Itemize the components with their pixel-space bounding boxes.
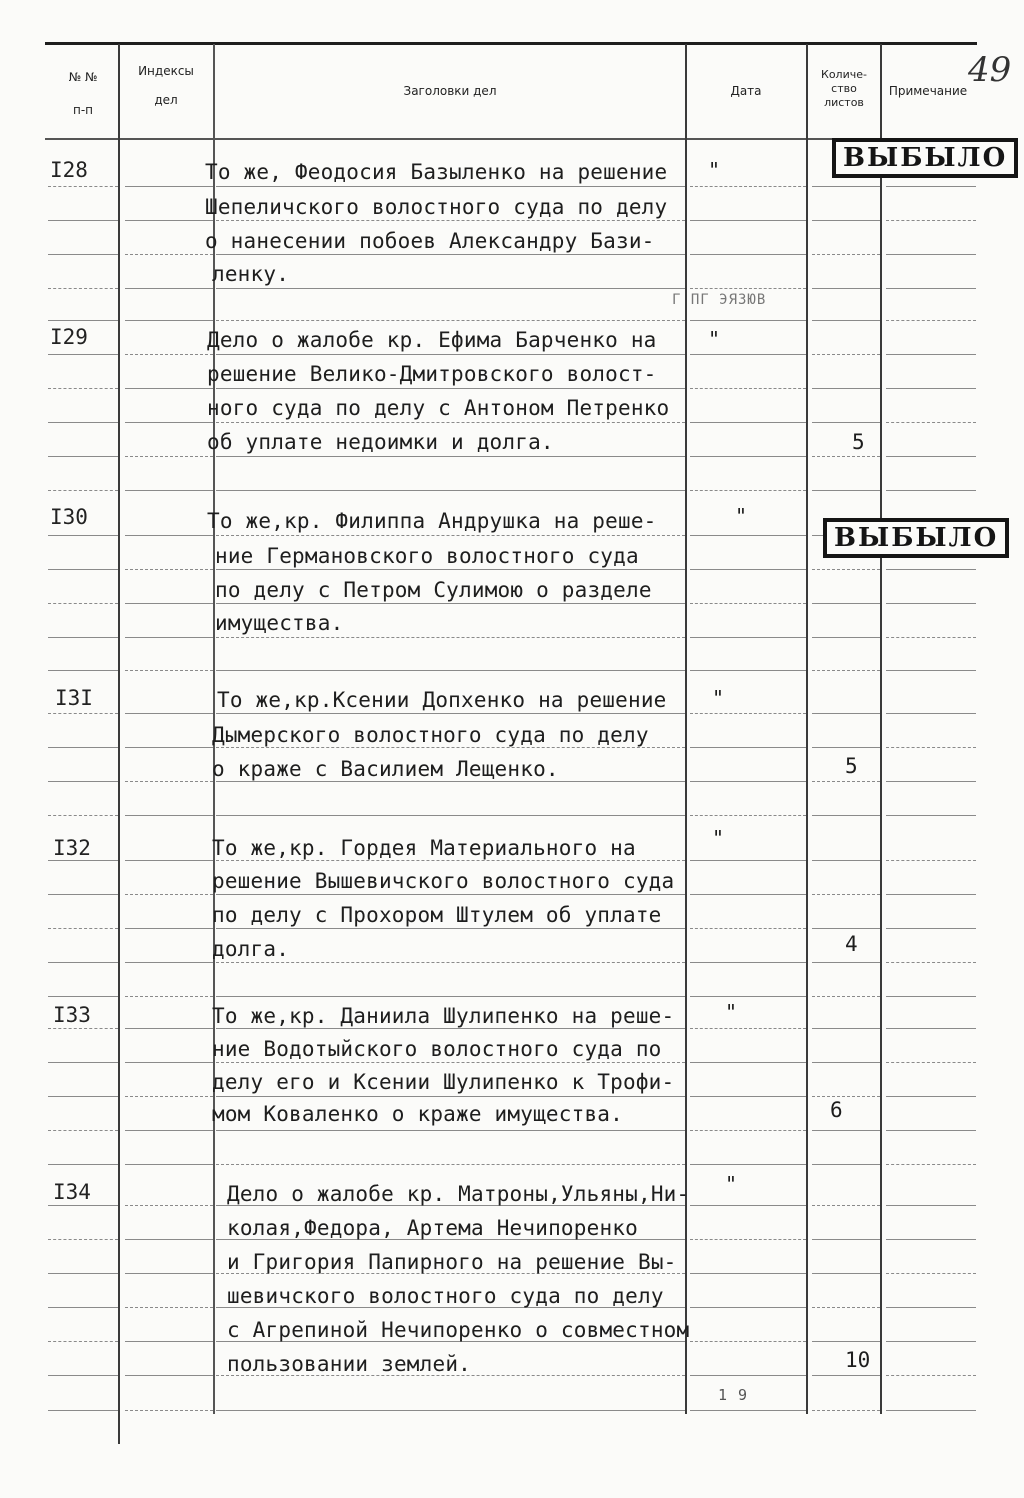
ruled-line: [812, 1096, 880, 1097]
ruled-line: [812, 288, 880, 289]
ruled-line: [216, 781, 685, 782]
ruled-line: [690, 1028, 806, 1029]
ruled-line: [690, 603, 806, 604]
ruled-line: [125, 1130, 213, 1131]
ruled-line: [690, 422, 806, 423]
ruled-line: [690, 670, 806, 671]
ruled-line: [48, 670, 118, 671]
ruled-line: [125, 1164, 213, 1165]
column-divider: [806, 44, 808, 1414]
header-count-line1: Количе-: [821, 68, 867, 81]
ruled-line: [812, 388, 880, 389]
entry-title-line: о краже с Василием Лещенко.: [212, 757, 559, 781]
ruled-line: [690, 220, 806, 221]
ruled-line: [216, 637, 685, 638]
ruled-line: [812, 747, 880, 748]
entry-sheet-count: 5: [852, 430, 865, 454]
ruled-line: [48, 1096, 118, 1097]
ruled-line: [886, 1096, 976, 1097]
ruled-line: [812, 1307, 880, 1308]
ruled-line: [48, 603, 118, 604]
ruled-line: [48, 1307, 118, 1308]
ruled-line: [812, 1375, 880, 1376]
ruled-line: [125, 713, 213, 714]
ruled-line: [812, 456, 880, 457]
ruled-line: [812, 1239, 880, 1240]
ruled-line: [216, 860, 685, 861]
ruled-line: [48, 254, 118, 255]
ruled-line: [48, 1341, 118, 1342]
ruled-line: [886, 388, 976, 389]
ruled-line: [690, 1164, 806, 1165]
ruled-line: [812, 1062, 880, 1063]
ruled-line: [125, 860, 213, 861]
ruled-line: [690, 928, 806, 929]
ruled-line: [48, 388, 118, 389]
ruled-line: [216, 320, 685, 321]
ruled-line: [125, 637, 213, 638]
ruled-line: [125, 603, 213, 604]
ruled-line: [812, 1273, 880, 1274]
ruled-line: [886, 1410, 976, 1411]
header-date: Дата: [730, 84, 762, 98]
ruled-line: [48, 569, 118, 570]
ruled-line: [216, 288, 685, 289]
ruled-line: [690, 781, 806, 782]
ruled-line: [690, 996, 806, 997]
ruled-line: [125, 422, 213, 423]
ruled-line: [812, 670, 880, 671]
ruled-line: [48, 781, 118, 782]
ruled-line: [812, 1028, 880, 1029]
ruled-line: [48, 1028, 118, 1029]
ruled-line: [812, 637, 880, 638]
ruled-line: [812, 569, 880, 570]
entry-date: ": [725, 1000, 738, 1024]
ruled-line: [216, 422, 685, 423]
ruled-line: [812, 962, 880, 963]
ruled-line: [48, 962, 118, 963]
page-number: 49: [968, 50, 1012, 90]
entry-title-line: ного суда по делу с Антоном Петренко: [207, 396, 670, 420]
ruled-line: [48, 1410, 118, 1411]
ruled-line: [886, 1205, 976, 1206]
entry-number: I32: [53, 836, 91, 860]
ruled-line: [690, 1062, 806, 1063]
ruled-line: [812, 928, 880, 929]
ruled-line: [690, 1410, 806, 1411]
entry-title-line: колая,Федора, Артема Нечипоренко: [227, 1216, 638, 1240]
ruled-line: [690, 1096, 806, 1097]
ruled-line: [886, 894, 976, 895]
ruled-line: [125, 569, 213, 570]
ruled-line: [812, 713, 880, 714]
ruled-line: [886, 186, 976, 187]
ruled-line: [690, 1341, 806, 1342]
ruled-line: [690, 1239, 806, 1240]
ruled-line: [216, 1164, 685, 1165]
ruled-line: [690, 288, 806, 289]
entry-number: I3I: [55, 686, 93, 710]
ruled-line: [48, 354, 118, 355]
ruled-line: [216, 456, 685, 457]
entry-title-line: долга.: [212, 937, 290, 961]
ruled-line: [886, 637, 976, 638]
ruled-line: [886, 220, 976, 221]
ruled-line: [125, 456, 213, 457]
ruled-line: [886, 1130, 976, 1131]
ruled-line: [886, 1239, 976, 1240]
ruled-line: [886, 781, 976, 782]
ruled-line: [216, 962, 685, 963]
ruled-line: [48, 747, 118, 748]
ruled-line: [125, 781, 213, 782]
ruled-line: [125, 670, 213, 671]
ruled-line: [690, 254, 806, 255]
ruled-line: [812, 1164, 880, 1165]
ruled-line: [216, 670, 685, 671]
ruled-line: [886, 288, 976, 289]
ruled-line: [690, 535, 806, 536]
ruled-line: [812, 781, 880, 782]
ruled-line: [886, 320, 976, 321]
ruled-line: [216, 254, 685, 255]
entry-sheet-count: 5: [845, 754, 858, 778]
entry-title-line: по делу с Прохором Штулем об уплате: [212, 903, 662, 927]
ruled-line: [125, 254, 213, 255]
ruled-line: [690, 713, 806, 714]
entry-title-line: решение Велико-Дмитровского волост-: [207, 362, 657, 386]
entry-title-line: и Григория Папирного на решение Вы-: [227, 1250, 677, 1274]
ruled-line: [125, 490, 213, 491]
ruled-line: [48, 320, 118, 321]
entry-date: ": [725, 1172, 738, 1196]
entry-number: I29: [50, 325, 88, 349]
ruled-line: [690, 894, 806, 895]
ruled-line: [812, 815, 880, 816]
entry-title-line: о нанесении побоев Александру Бази-: [205, 229, 655, 253]
ruled-line: [812, 1130, 880, 1131]
ruled-line: [886, 456, 976, 457]
ruled-line: [216, 569, 685, 570]
ruled-line: [48, 815, 118, 816]
entry-title-line: Дело о жалобе кр. Ефима Барченко на: [207, 328, 657, 352]
ruled-line: [690, 1375, 806, 1376]
ruled-line: [886, 713, 976, 714]
entry-sheet-count: 4: [845, 932, 858, 956]
ruled-line: [812, 1341, 880, 1342]
ruled-line: [125, 747, 213, 748]
ruled-line: [812, 1410, 880, 1411]
header-note: Примечание: [888, 84, 968, 98]
entry-number: I30: [50, 505, 88, 529]
entry-title-line: шевичского волостного суда по делу: [227, 1284, 664, 1308]
ruled-line: [48, 220, 118, 221]
ruled-line: [690, 1130, 806, 1131]
ruled-line: [886, 670, 976, 671]
entry-title-line: ленку.: [212, 262, 290, 286]
ruled-line: [48, 490, 118, 491]
ruled-line: [690, 1307, 806, 1308]
ruled-line: [690, 388, 806, 389]
ruled-line: [125, 1239, 213, 1240]
entry-title-line: мом Коваленко о краже имущества.: [212, 1102, 623, 1126]
ruled-line: [690, 320, 806, 321]
ruled-line: [48, 996, 118, 997]
ruled-line: [48, 186, 118, 187]
ruled-line: [886, 254, 976, 255]
header-index-line2: дел: [154, 93, 178, 107]
header-index-line1: Индексы: [138, 64, 194, 78]
ruled-line: [216, 490, 685, 491]
ruled-line: [886, 928, 976, 929]
entry-title-line: решение Вышевичского волостного суда: [212, 869, 675, 893]
ruled-line: [886, 962, 976, 963]
ruled-line: [48, 713, 118, 714]
footer-mark: 1 9: [718, 1386, 749, 1404]
ruled-line: [812, 894, 880, 895]
ruled-line: [812, 603, 880, 604]
entry-date: ": [712, 686, 725, 710]
ruled-line: [216, 186, 685, 187]
ruled-line: [216, 1130, 685, 1131]
ruled-line: [48, 1375, 118, 1376]
entry-title-line: с Агрепиной Нечипоренко о совместном: [227, 1318, 690, 1342]
entry-title-line: имущества.: [215, 611, 344, 635]
ruled-line: [125, 388, 213, 389]
ruled-line: [886, 1375, 976, 1376]
ruled-line: [886, 860, 976, 861]
ruled-line: [125, 815, 213, 816]
ruled-line: [690, 962, 806, 963]
ruled-line: [812, 422, 880, 423]
ruled-line: [216, 1410, 685, 1411]
ruled-line: [216, 354, 685, 355]
column-divider: [685, 44, 687, 1414]
withdrawn-stamp: ВЫБЫЛО: [823, 518, 1009, 558]
ruled-line: [48, 1273, 118, 1274]
ruled-line: [886, 422, 976, 423]
ruled-line: [125, 320, 213, 321]
ruled-line: [812, 254, 880, 255]
ruled-line: [886, 603, 976, 604]
ruled-line: [886, 490, 976, 491]
ruled-line: [690, 354, 806, 355]
ruled-line: [216, 996, 685, 997]
header-number-line2: п-п: [72, 103, 94, 117]
ruled-line: [812, 490, 880, 491]
ruled-line: [690, 490, 806, 491]
ruled-line: [886, 1341, 976, 1342]
ruled-line: [125, 962, 213, 963]
entry-sheet-count: 10: [845, 1348, 871, 1372]
ruled-line: [48, 422, 118, 423]
ruled-line: [216, 747, 685, 748]
ruled-line: [125, 535, 213, 536]
ruled-line: [125, 1028, 213, 1029]
ruled-line: [812, 354, 880, 355]
ruled-line: [125, 354, 213, 355]
ruled-line: [216, 1096, 685, 1097]
ruled-line: [216, 1062, 685, 1063]
entry-title-line: по делу с Петром Сулимою о разделе: [215, 578, 652, 602]
header-count-line3: листов: [824, 96, 864, 109]
header-number: [48, 70, 118, 118]
entry-title-line: делу его и Ксении Шулипенко к Трофи-: [212, 1070, 675, 1094]
ruled-line: [125, 1205, 213, 1206]
entry-number: I28: [50, 158, 88, 182]
ruled-line: [125, 288, 213, 289]
header-number-line1: № №: [68, 70, 98, 84]
ruled-line: [690, 1205, 806, 1206]
ruled-line: [690, 860, 806, 861]
ink-smudge-text: Г ПГ ЭЯЗЮВ: [672, 292, 767, 308]
ruled-line: [690, 637, 806, 638]
entry-title-line: То же,кр. Гордея Материального на: [212, 836, 636, 860]
ruled-line: [216, 815, 685, 816]
entry-title-line: То же,кр. Даниила Шулипенко на реше-: [212, 1004, 675, 1028]
entry-date: ": [708, 158, 721, 182]
header-title: Заголовки дел: [403, 84, 497, 98]
ruled-line: [812, 220, 880, 221]
ruled-line: [48, 1130, 118, 1131]
ruled-line: [125, 996, 213, 997]
ruled-line: [125, 1273, 213, 1274]
ruled-line: [48, 456, 118, 457]
entry-title-line: ние Германовского волостного суда: [215, 544, 639, 568]
ruled-line: [216, 894, 685, 895]
ruled-line: [125, 186, 213, 187]
header-count: [808, 68, 880, 110]
ruled-line: [812, 860, 880, 861]
entry-date: ": [712, 826, 725, 850]
ruled-line: [125, 1410, 213, 1411]
ruled-line: [48, 637, 118, 638]
entry-date: ": [708, 327, 721, 351]
ruled-line: [216, 603, 685, 604]
ruled-line: [48, 1062, 118, 1063]
ruled-line: [886, 1062, 976, 1063]
ruled-line: [690, 747, 806, 748]
entry-title-line: ние Водотыйского волостного суда по: [212, 1037, 662, 1061]
entry-title-line: пользовании землей.: [227, 1352, 472, 1376]
header-count-line2: ство: [831, 82, 857, 95]
entry-title-line: Дымерского волостного суда по делу: [212, 723, 649, 747]
ruled-line: [886, 996, 976, 997]
ruled-line: [216, 1028, 685, 1029]
entry-title-line: То же, Феодосия Базыленко на решение: [205, 160, 668, 184]
ruled-line: [690, 186, 806, 187]
ruled-line: [48, 535, 118, 536]
entry-date: ": [735, 504, 748, 528]
table-top-rule: [45, 42, 977, 45]
column-divider: [118, 44, 120, 1444]
ruled-line: [216, 535, 685, 536]
ruled-line: [125, 894, 213, 895]
ruled-line: [48, 1239, 118, 1240]
entry-sheet-count: 6: [830, 1098, 843, 1122]
ruled-line: [125, 1062, 213, 1063]
ruled-line: [125, 1341, 213, 1342]
ruled-line: [216, 388, 685, 389]
entry-title-line: То же,кр.Ксении Допхенко на решение: [217, 688, 667, 712]
ruled-line: [48, 894, 118, 895]
ruled-line: [690, 1273, 806, 1274]
ruled-line: [48, 1164, 118, 1165]
ruled-line: [812, 1205, 880, 1206]
ruled-line: [886, 354, 976, 355]
entry-number: I34: [53, 1180, 91, 1204]
entry-title-line: То же,кр. Филиппа Андрушка на реше-: [207, 509, 657, 533]
entry-title-line: Шепеличского волостного суда по делу: [205, 195, 668, 219]
ruled-line: [125, 1307, 213, 1308]
ruled-line: [812, 320, 880, 321]
entry-title-line: об уплате недоимки и долга.: [207, 430, 554, 454]
ruled-line: [216, 713, 685, 714]
ruled-line: [48, 1205, 118, 1206]
ruled-line: [886, 815, 976, 816]
ruled-line: [48, 928, 118, 929]
ruled-line: [886, 1028, 976, 1029]
ruled-line: [886, 747, 976, 748]
column-divider: [880, 44, 882, 1414]
entry-number: I33: [53, 1003, 91, 1027]
ruled-line: [812, 186, 880, 187]
ruled-line: [886, 569, 976, 570]
ruled-line: [690, 456, 806, 457]
ruled-line: [216, 928, 685, 929]
withdrawn-stamp: ВЫБЫЛО: [832, 138, 1018, 178]
ruled-line: [886, 1273, 976, 1274]
ruled-line: [690, 569, 806, 570]
ruled-line: [125, 1096, 213, 1097]
ruled-line: [812, 996, 880, 997]
ruled-line: [690, 815, 806, 816]
ruled-line: [886, 1307, 976, 1308]
ruled-line: [125, 1375, 213, 1376]
ruled-line: [48, 288, 118, 289]
header-index: [120, 64, 212, 108]
ruled-line: [886, 1164, 976, 1165]
entry-title-line: Дело о жалобе кр. Матроны,Ульяны,Ни-: [227, 1182, 690, 1206]
ruled-line: [48, 860, 118, 861]
ruled-line: [125, 220, 213, 221]
ruled-line: [216, 220, 685, 221]
ruled-line: [125, 928, 213, 929]
